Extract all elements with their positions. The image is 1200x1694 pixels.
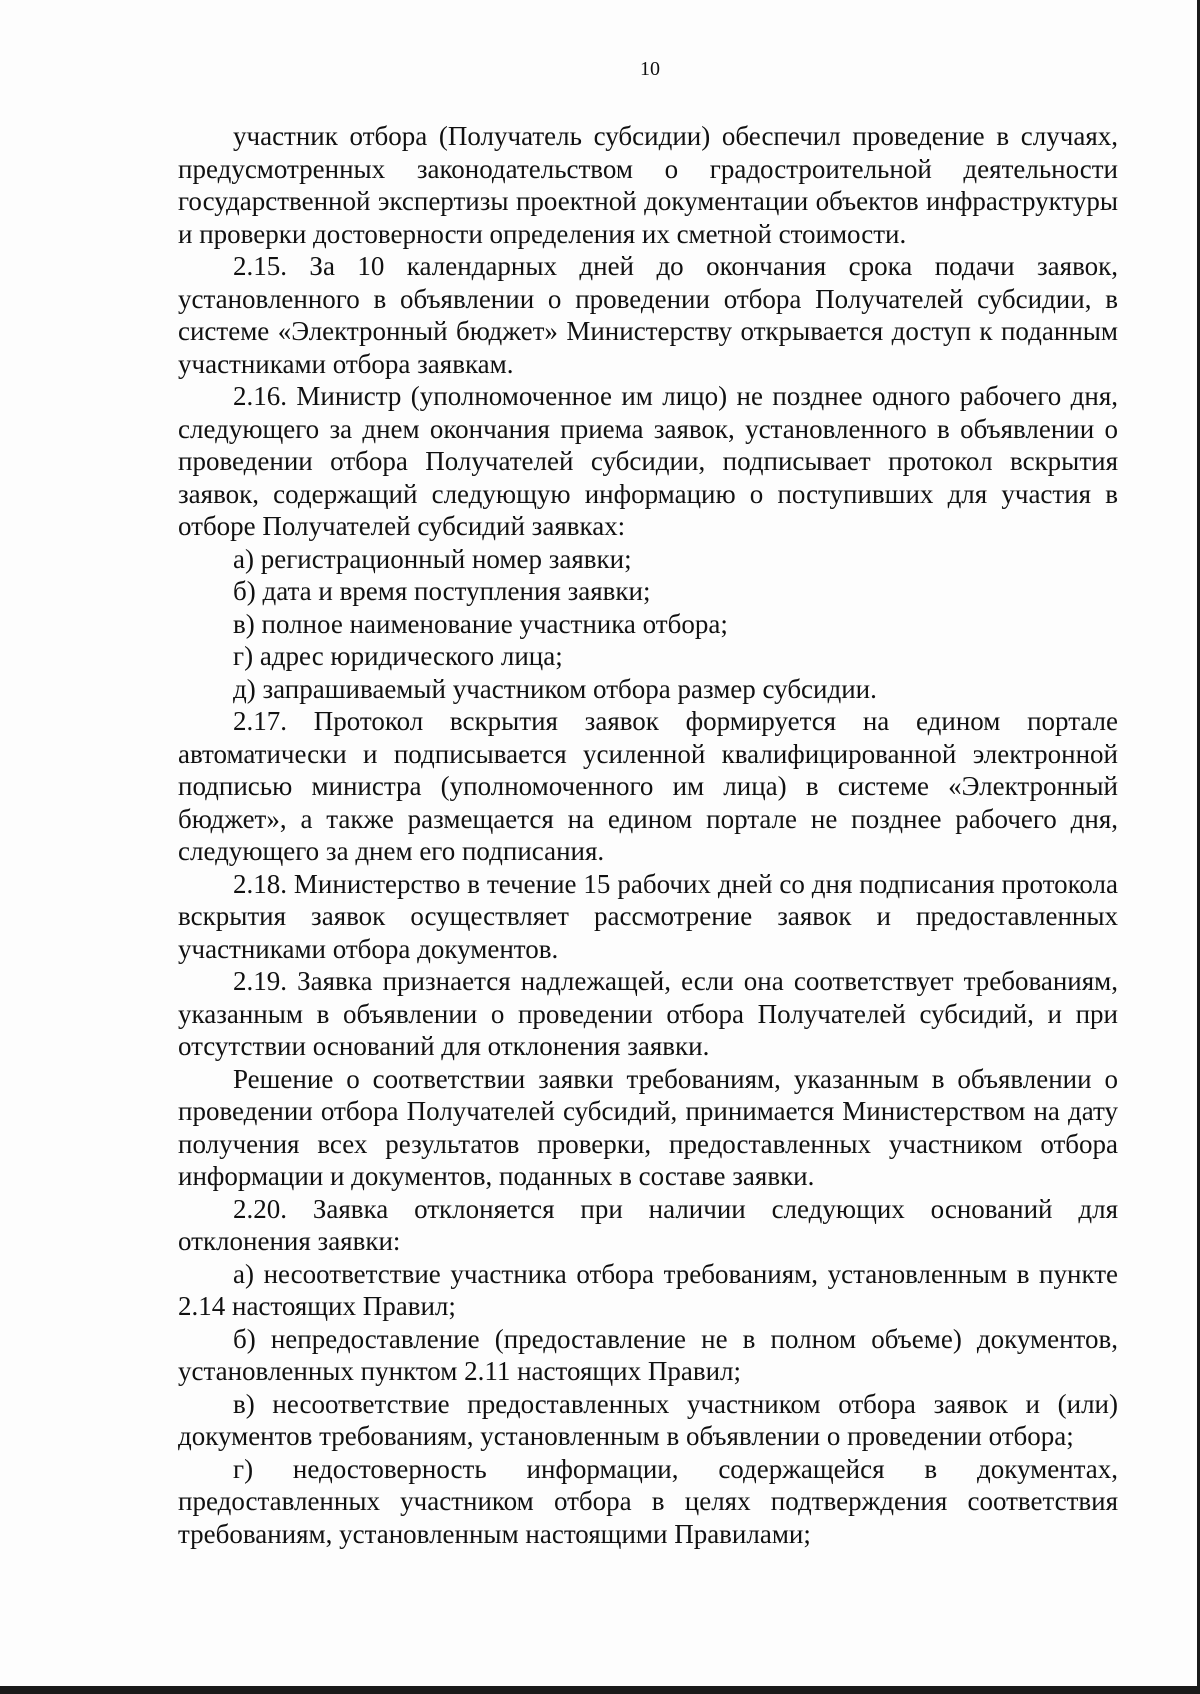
rejection-item-a: а) несоответствие участника отбора требованиям, установленным в пункте 2.14 настоящих Правил; [178,1258,1118,1321]
scan-edge-bottom [0,1686,1200,1694]
list-item-d: д) запрашиваемый участником отбора размер субсидии. [233,673,877,704]
paragraph-2-18: 2.18. Министерство в течение 15 рабочих дней со дня подписания протокола вскрытия заявок осуществляет рассмотрение заявок и предоставленных участниками отбора документов. [178,868,1118,964]
list-item-b: б) дата и время поступления заявки; [233,576,651,606]
rejection-item-g: г) недостоверность информации, содержащейся в документах, предоставленных участником отбора в целях подтверждения соответствия требованиям, установленным настоящими Правилами; [178,1453,1118,1549]
paragraph-continuation: участник отбора (Получатель субсидии) обеспечил проведение в случаях, предусмотренных законодательством о градостроительной деятельности государственной экспертизы проектной документации объектов инфраструктуры и проверки достоверности определения их сметной стоимости. [178,121,1118,249]
paragraph-2-16: 2.16. Министр (уполномоченное им лицо) не позднее одного рабочего дня, следующего за днем окончания приема заявок, установленного в объявлении о проведении отбора Получателей субсидии, подписывает протокол вскрытия заявок, содержащий следующую информацию о поступивших для участия в отборе Получателей субсидий заявках: [178,381,1118,541]
list-item-v: в) полное наименование участника отбора; [233,608,728,639]
document-body [178,120,1118,1550]
rejection-item-v: в) несоответствие предоставленных участником отбора заявок и (или) документов требованиям, установленным в объявлении о проведении отбора; [178,1388,1118,1451]
paragraph-2-19: 2.19. Заявка признается надлежащей, если она соответствует требованиям, указанным в объявлении о проведении отбора Получателей субсидий, и при отсутствии оснований для отклонения заявки. [178,966,1118,1061]
list-item-a: а) регистрационный номер заявки; [233,543,632,574]
list-item-g: г) адрес юридического лица; [233,641,563,671]
paragraph-2-20: 2.20. Заявка отклоняется при наличии следующих оснований для отклонения заявки: [178,1193,1118,1256]
paragraph-2-17: 2.17. Протокол вскрытия заявок формируется на едином портале автоматически и подписывается усиленной квалифицированной электронной подписью министра (уполномоченного им лица) в системе «Электронный бюджет», а также размещается на едином портале не позднее рабочего дня, следующего за днем его подписания. [178,706,1118,866]
paragraph-decision: Решение о соответствии заявки требованиям, указанным в объявлении о проведении отбора Получателей субсидий, принимается Министерством на дату получения всех результатов проверки, предоставленных участником отбора информации и документов, поданных в составе заявки. [178,1063,1118,1191]
page-number: 10 [640,58,660,80]
paragraph-2-15: 2.15. За 10 календарных дней до окончания срока подачи заявок, установленного в объявлении о проведении отбора Получателей субсидии, в системе «Электронный бюджет» Министерству открывается доступ к поданным участниками отбора заявкам. [178,251,1118,379]
rejection-item-b: б) непредоставление (предоставление не в полном объеме) документов, установленных пунктом 2.11 настоящих Правил; [178,1323,1118,1386]
